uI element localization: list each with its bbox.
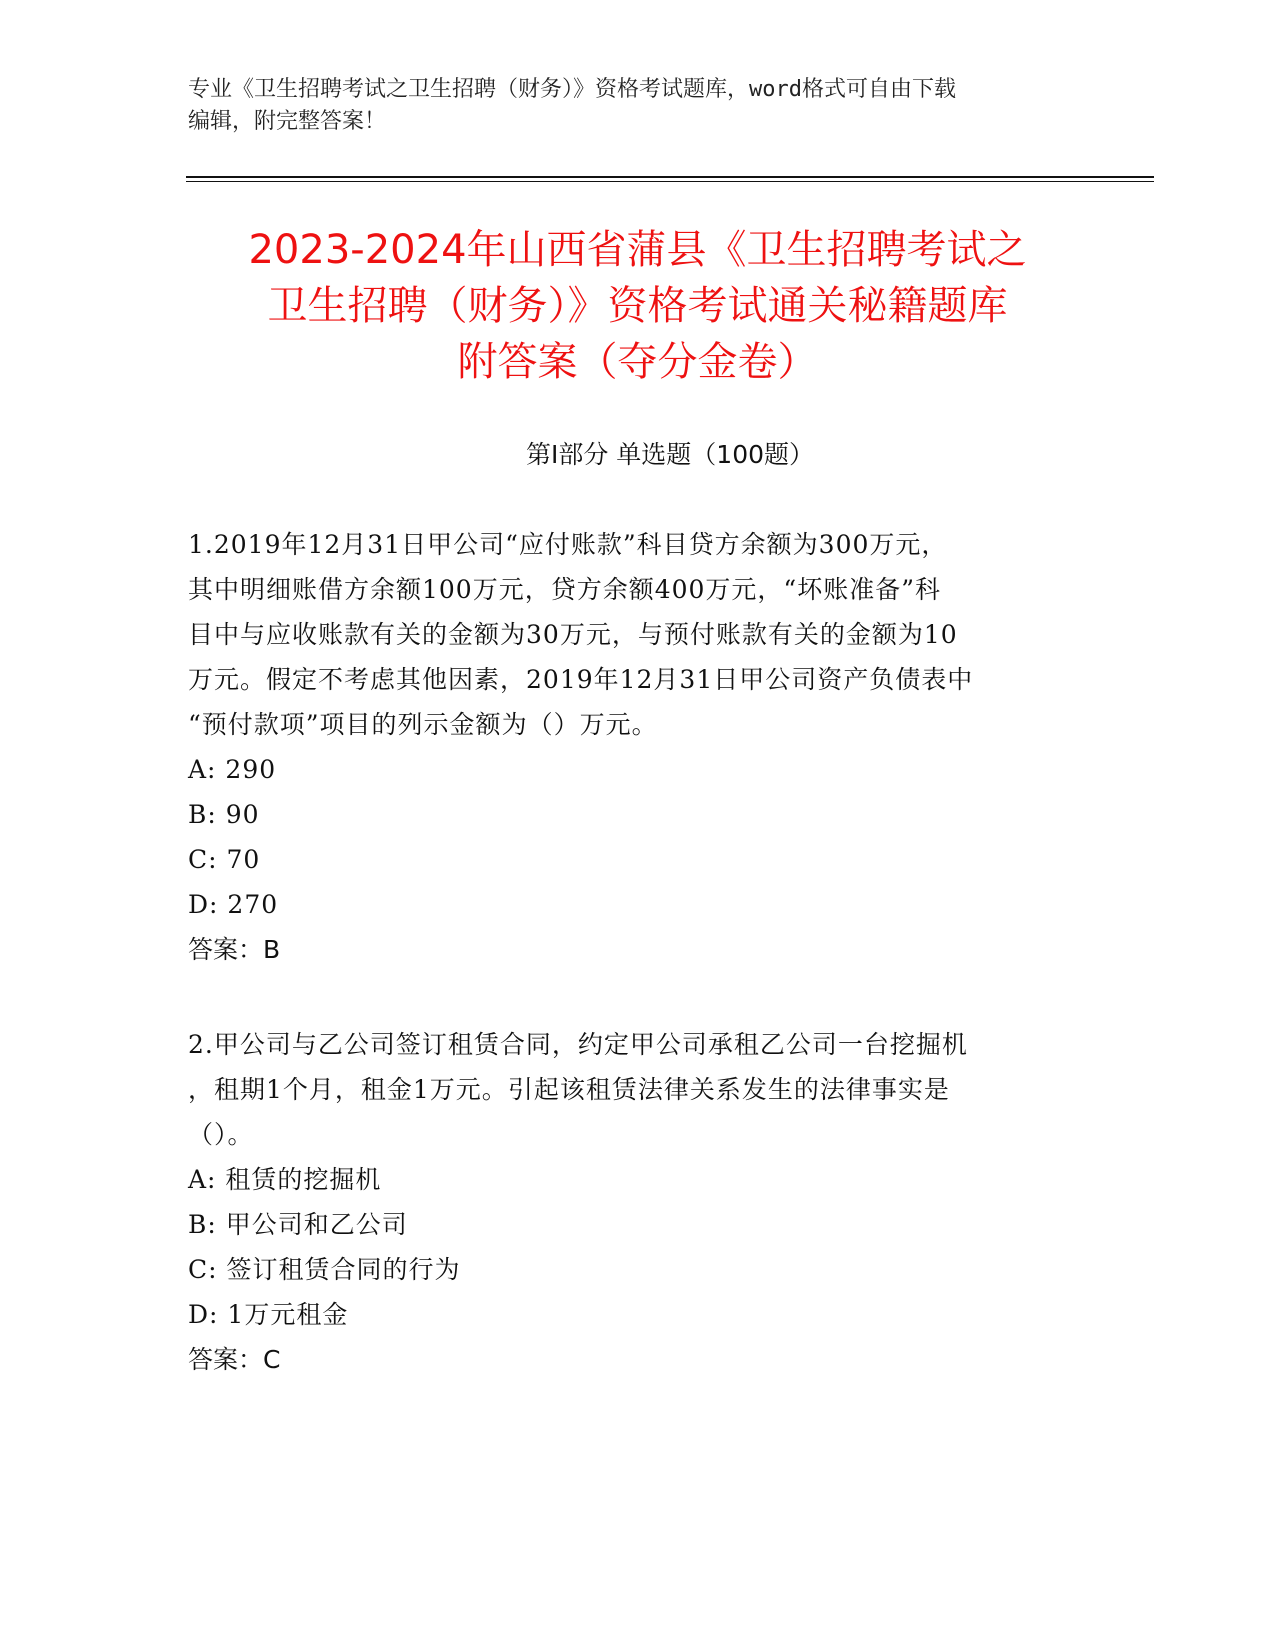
question-stem-line: 1.2019年12月31日甲公司“应付账款”科目贷方余额为300万元，	[188, 530, 948, 559]
question-stem-line: 目中与应收账款有关的金额为30万元，与预付账款有关的金额为10	[188, 620, 958, 649]
question-item	[188, 1022, 1068, 1382]
document-title-line: 2023-2024年山西省蒲县《卫生招聘考试之	[248, 227, 1027, 273]
option-b: B: 90	[188, 800, 260, 829]
section-title: 第Ⅰ部分 单选题（100题）	[525, 440, 815, 469]
question-stem-line: 万元。假定不考虑其他因素，2019年12月31日甲公司资产负债表中	[188, 665, 974, 694]
question-stem-line: 其中明细账借方余额100万元，贷方余额400万元，“坏账准备”科	[188, 575, 941, 604]
document-title-line: 附答案（夺分金卷）	[457, 339, 818, 385]
header-note-line: 专业《卫生招聘考试之卫生招聘（财务）》资格考试题库，word格式可自由下载	[188, 77, 956, 102]
question-stem	[188, 1022, 1068, 1157]
question-stem-line: “预付款项”项目的列示金额为（）万元。	[188, 710, 658, 739]
option-d: D: 1万元租金	[188, 1300, 349, 1329]
option-a: A: 290	[188, 755, 277, 784]
question-stem-line: 2.甲公司与乙公司签订租赁合同，约定甲公司承租乙公司一台挖掘机	[188, 1030, 968, 1059]
header-divider	[186, 176, 1154, 178]
option-d: D: 270	[188, 890, 279, 919]
question-item	[188, 522, 1068, 972]
question-stem-line: ，租期1个月，租金1万元。引起该租赁法律关系发生的法律事实是	[188, 1075, 950, 1104]
question-stem	[188, 522, 1068, 747]
document-title	[160, 222, 1115, 390]
answer-text: 答案：B	[188, 935, 281, 964]
option-c: C: 签订租赁合同的行为	[188, 1255, 461, 1284]
option-b: B: 甲公司和乙公司	[188, 1210, 408, 1239]
header-divider-thin	[186, 181, 1154, 182]
question-stem-line: （）。	[188, 1120, 254, 1149]
answer-text: 答案：C	[188, 1345, 281, 1374]
document-title-line: 卫生招聘（财务）》资格考试通关秘籍题库	[267, 283, 1008, 329]
option-a: A: 租赁的挖掘机	[188, 1165, 382, 1194]
option-c: C: 70	[188, 845, 261, 874]
header-note	[188, 74, 1088, 138]
header-note-line: 编辑，附完整答案！	[188, 109, 387, 134]
